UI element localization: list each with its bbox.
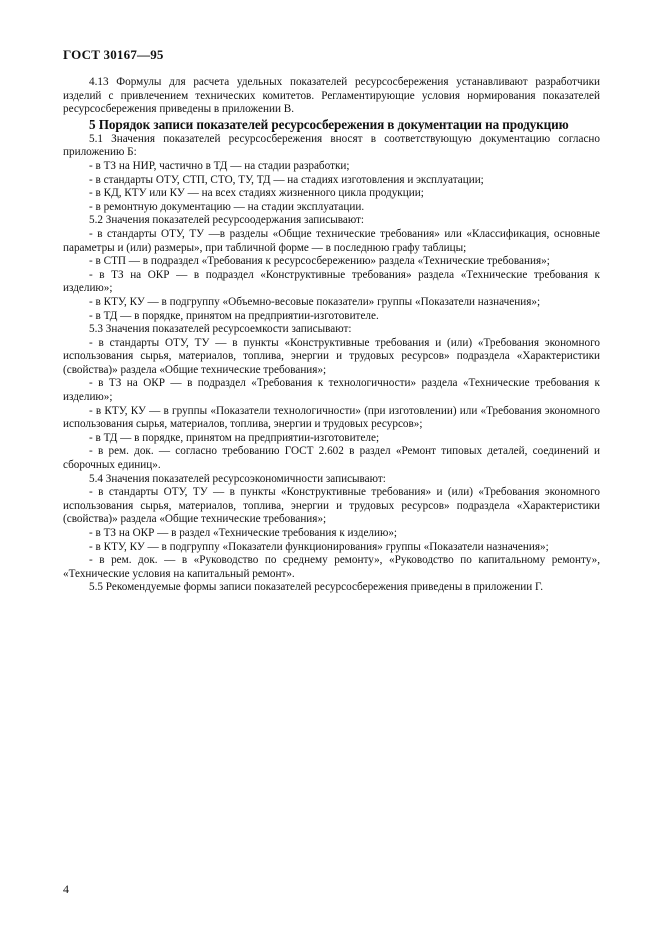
paragraph: - в СТП — в подраздел «Требования к ресурсосбережению» раздела «Технические требования»; xyxy=(89,255,550,268)
paragraph: 5.3 Значения показателей ресурсоемкости записывают: xyxy=(89,323,352,336)
paragraph: - в стандарты ОТУ, ТУ — в пункты «Конструктивные требования» и (или) «Требования экономного использования сырья, материалов, топлива, энергии и трудовых ресурсов» подраздела «Характеристики (свойства)» раздела «Общие технические требования»; xyxy=(63,486,600,526)
paragraph: 5.4 Значения показателей ресурсоэкономичности записывают: xyxy=(89,472,386,485)
paragraph: - в КТУ, КУ — в группы «Показатели технологичности» (при изготовлении) или «Требования экономного использования сырья, материалов, топлива, энергии и трудовых ресурсов»; xyxy=(63,404,600,431)
paragraph: - в КТУ, КУ — в подгруппу «Объемно-весовые показатели» группы «Показатели назначения»; xyxy=(89,295,541,308)
paragraph-4-13: 4.13 Формулы для расчета удельных показателей ресурсосбережения устанавливают разработчики изделий с привлечением технических комитетов. Регламентирующие условия нормирования показателей ресурсосбережения приведены в приложении В. xyxy=(63,76,600,116)
paragraph: 5.2 Значения показателей ресурсоодержания записывают: xyxy=(89,214,365,227)
section-5-title: 5 Порядок записи показателей ресурсосбережения в документации на продукцию xyxy=(89,116,569,132)
document-body xyxy=(63,76,600,595)
paragraph: - в ТЗ на ОКР — в подраздел «Требования к технологичности» раздела «Технические требования к изделию»; xyxy=(63,377,600,404)
paragraph: - в КД, КТУ или КУ — на всех стадиях жизненного цикла продукции; xyxy=(89,187,424,200)
paragraph: - в КТУ, КУ — в подгруппу «Показатели функционирования» группы «Показатели назначения»; xyxy=(89,540,549,553)
paragraph: - в ТД — в порядке, принятом на предприятии-изготовителе. xyxy=(89,309,379,322)
section-5-paragraphs xyxy=(63,133,600,595)
paragraph: 5.5 Рекомендуемые формы записи показателей ресурсосбережения приведены в приложении Г. xyxy=(89,581,544,594)
paragraph: - в ТЗ на ОКР — в раздел «Технические требования к изделию»; xyxy=(89,527,398,539)
paragraph: - в стандарты ОТУ, ТУ — в пункты «Конструктивные требования и (или) «Требования экономного использования сырья, материалов, топлива, энергии и трудовых ресурсов» подраздела «Характеристики (свойства)» раздела «Общие технические требования»; xyxy=(63,336,600,376)
paragraph: - в рем. док. — согласно требованию ГОСТ 2.602 в раздел «Ремонт типовых деталей, соединений и сборочных единиц». xyxy=(63,445,600,472)
paragraph: - в ремонтную документацию — на стадии эксплуатации. xyxy=(89,200,365,213)
paragraph: - в ТЗ на ОКР — в подраздел «Конструктивные требования» раздела «Технические требования к изделию»; xyxy=(63,268,600,295)
document-code-header: ГОСТ 30167—95 xyxy=(63,47,164,62)
paragraph: - в ТЗ на НИР, частично в ТД — на стадии разработки; xyxy=(89,159,350,172)
paragraph: - в стандарты ОТУ, СТП, СТО, ТУ, ТД — на стадиях изготовления и эксплуатации; xyxy=(89,173,484,186)
page-number: 4 xyxy=(63,882,69,896)
paragraph: - в стандарты ОТУ, ТУ —в разделы «Общие технические требования» или «Классификация, основные параметры и (или) размеры», при табличной форме — в последнюю графу таблицы; xyxy=(63,227,600,254)
paragraph: 5.1 Значения показателей ресурсосбережения вносят в соответствующую документацию согласно приложению Б: xyxy=(63,132,600,159)
paragraph: - в ТД — в порядке, принятом на предприятии-изготовителе; xyxy=(89,431,380,444)
paragraph: - в рем. док. — в «Руководство по среднему ремонту», «Руководство по капитальному ремонту», «Технические условия на капитальный ремонт». xyxy=(63,554,600,580)
